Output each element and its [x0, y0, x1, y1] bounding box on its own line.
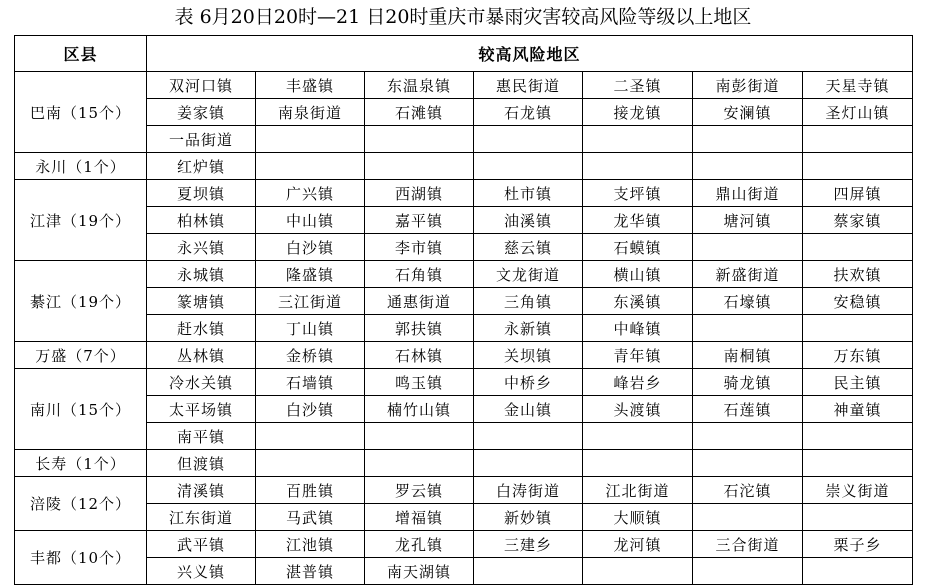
area-cell: [803, 423, 913, 450]
area-cell: [803, 126, 913, 153]
table-body: [15, 36, 913, 585]
area-cell: 崇义街道: [803, 477, 913, 504]
area-cell: 骑龙镇: [693, 369, 803, 396]
area-cell: 文龙街道: [474, 261, 583, 288]
area-cell: 慈云镇: [474, 234, 583, 261]
area-cell: 白涛街道: [474, 477, 583, 504]
table-title: 表 6月20日20时—21 日20时重庆市暴雨灾害较高风险等级以上地区: [174, 6, 752, 28]
area-cell: 清溪镇: [147, 477, 256, 504]
area-cell: [474, 153, 583, 180]
area-cell: 新盛街道: [693, 261, 803, 288]
table-row: [15, 450, 913, 477]
area-cell: 但渡镇: [147, 450, 256, 477]
area-cell: 圣灯山镇: [803, 99, 913, 126]
district-cell: 南川（15个）: [15, 369, 147, 450]
area-cell: 湛普镇: [256, 558, 365, 585]
district-cell: 万盛（7个）: [15, 342, 147, 369]
area-cell: 龙孔镇: [365, 531, 474, 558]
area-cell: [474, 558, 583, 585]
area-cell: 石沱镇: [693, 477, 803, 504]
area-cell: 安稳镇: [803, 288, 913, 315]
area-cell: 夏坝镇: [147, 180, 256, 207]
area-cell: 二圣镇: [583, 72, 693, 99]
table-row: [15, 153, 913, 180]
table-row: [15, 423, 913, 450]
area-cell: [583, 153, 693, 180]
area-cell: [583, 450, 693, 477]
area-cell: [803, 153, 913, 180]
table-row: [15, 207, 913, 234]
area-cell: 太平场镇: [147, 396, 256, 423]
table-row: [15, 477, 913, 504]
area-cell: [365, 126, 474, 153]
district-cell: 江津（19个）: [15, 180, 147, 261]
area-cell: [803, 450, 913, 477]
area-cell: 接龙镇: [583, 99, 693, 126]
area-cell: 一品街道: [147, 126, 256, 153]
table-row: [15, 234, 913, 261]
area-cell: 永新镇: [474, 315, 583, 342]
area-cell: 白沙镇: [256, 234, 365, 261]
area-cell: 增福镇: [365, 504, 474, 531]
table-row: [15, 369, 913, 396]
area-cell: 永城镇: [147, 261, 256, 288]
area-cell: 三角镇: [474, 288, 583, 315]
area-cell: 金桥镇: [256, 342, 365, 369]
area-cell: 石滩镇: [365, 99, 474, 126]
area-cell: 江东街道: [147, 504, 256, 531]
area-cell: [803, 558, 913, 585]
header-row: [15, 36, 913, 72]
area-cell: [583, 423, 693, 450]
area-cell: 万东镇: [803, 342, 913, 369]
area-cell: 江北街道: [583, 477, 693, 504]
area-cell: [803, 504, 913, 531]
table-row: [15, 180, 913, 207]
area-cell: 丛林镇: [147, 342, 256, 369]
area-cell: [365, 153, 474, 180]
area-cell: 冷水关镇: [147, 369, 256, 396]
area-cell: 南桐镇: [693, 342, 803, 369]
area-cell: 东温泉镇: [365, 72, 474, 99]
area-cell: 红炉镇: [147, 153, 256, 180]
area-cell: 百胜镇: [256, 477, 365, 504]
area-cell: [256, 450, 365, 477]
area-cell: 南泉街道: [256, 99, 365, 126]
area-cell: [256, 423, 365, 450]
area-cell: 楠竹山镇: [365, 396, 474, 423]
area-cell: 新妙镇: [474, 504, 583, 531]
district-cell: 綦江（19个）: [15, 261, 147, 342]
area-cell: 石角镇: [365, 261, 474, 288]
area-cell: 南平镇: [147, 423, 256, 450]
table-row: [15, 315, 913, 342]
area-cell: 丰盛镇: [256, 72, 365, 99]
area-cell: 支坪镇: [583, 180, 693, 207]
area-cell: [803, 315, 913, 342]
table-row: [15, 261, 913, 288]
area-cell: 油溪镇: [474, 207, 583, 234]
area-cell: 赶水镇: [147, 315, 256, 342]
header-areas: 较高风险地区: [147, 36, 913, 72]
area-cell: 蔡家镇: [803, 207, 913, 234]
table-row: [15, 126, 913, 153]
area-cell: 扶欢镇: [803, 261, 913, 288]
area-cell: 兴义镇: [147, 558, 256, 585]
area-cell: 石龙镇: [474, 99, 583, 126]
area-cell: 中桥乡: [474, 369, 583, 396]
area-cell: 关坝镇: [474, 342, 583, 369]
area-cell: 头渡镇: [583, 396, 693, 423]
area-cell: 金山镇: [474, 396, 583, 423]
area-cell: 鸣玉镇: [365, 369, 474, 396]
area-cell: [256, 153, 365, 180]
district-cell: 长寿（1个）: [15, 450, 147, 477]
table-row: [15, 558, 913, 585]
area-cell: 三江街道: [256, 288, 365, 315]
area-cell: 杜市镇: [474, 180, 583, 207]
area-cell: 李市镇: [365, 234, 474, 261]
area-cell: 东溪镇: [583, 288, 693, 315]
area-cell: 三建乡: [474, 531, 583, 558]
table-row: [15, 342, 913, 369]
area-cell: [474, 423, 583, 450]
area-cell: [693, 315, 803, 342]
area-cell: 中山镇: [256, 207, 365, 234]
area-cell: 嘉平镇: [365, 207, 474, 234]
area-cell: 丁山镇: [256, 315, 365, 342]
area-cell: 石墙镇: [256, 369, 365, 396]
area-cell: 龙河镇: [583, 531, 693, 558]
area-cell: 青年镇: [583, 342, 693, 369]
area-cell: [693, 153, 803, 180]
area-cell: 天星寺镇: [803, 72, 913, 99]
area-cell: [474, 126, 583, 153]
area-cell: 安澜镇: [693, 99, 803, 126]
area-cell: 罗云镇: [365, 477, 474, 504]
area-cell: 永兴镇: [147, 234, 256, 261]
area-cell: [583, 126, 693, 153]
area-cell: [693, 234, 803, 261]
area-cell: 石蟆镇: [583, 234, 693, 261]
area-cell: 西湖镇: [365, 180, 474, 207]
table-row: [15, 396, 913, 423]
area-cell: 峰岩乡: [583, 369, 693, 396]
area-cell: 龙华镇: [583, 207, 693, 234]
area-cell: [803, 234, 913, 261]
area-cell: [256, 126, 365, 153]
header-district: 区县: [15, 36, 147, 72]
area-cell: [693, 558, 803, 585]
area-cell: 鼎山街道: [693, 180, 803, 207]
area-cell: [365, 450, 474, 477]
area-cell: 中峰镇: [583, 315, 693, 342]
area-cell: 三合街道: [693, 531, 803, 558]
area-cell: 神童镇: [803, 396, 913, 423]
area-cell: 南天湖镇: [365, 558, 474, 585]
area-cell: 武平镇: [147, 531, 256, 558]
area-cell: 双河口镇: [147, 72, 256, 99]
area-cell: 石林镇: [365, 342, 474, 369]
risk-table: [14, 35, 913, 585]
area-cell: [693, 126, 803, 153]
district-cell: 丰都（10个）: [15, 531, 147, 585]
area-cell: 民主镇: [803, 369, 913, 396]
area-cell: 郭扶镇: [365, 315, 474, 342]
table-row: [15, 504, 913, 531]
area-cell: 惠民街道: [474, 72, 583, 99]
area-cell: [693, 504, 803, 531]
area-cell: [474, 450, 583, 477]
area-cell: 栗子乡: [803, 531, 913, 558]
area-cell: 石莲镇: [693, 396, 803, 423]
area-cell: 四屏镇: [803, 180, 913, 207]
area-cell: 塘河镇: [693, 207, 803, 234]
area-cell: 石壕镇: [693, 288, 803, 315]
area-cell: 横山镇: [583, 261, 693, 288]
table-row: [15, 72, 913, 99]
area-cell: 广兴镇: [256, 180, 365, 207]
area-cell: 柏林镇: [147, 207, 256, 234]
district-cell: 永川（1个）: [15, 153, 147, 180]
district-cell: 巴南（15个）: [15, 72, 147, 153]
area-cell: 篆塘镇: [147, 288, 256, 315]
area-cell: [583, 558, 693, 585]
area-cell: 江池镇: [256, 531, 365, 558]
area-cell: [365, 423, 474, 450]
area-cell: [693, 450, 803, 477]
table-row: [15, 288, 913, 315]
district-cell: 涪陵（12个）: [15, 477, 147, 531]
area-cell: 通惠街道: [365, 288, 474, 315]
area-cell: 姜家镇: [147, 99, 256, 126]
area-cell: 南彭街道: [693, 72, 803, 99]
area-cell: 大顺镇: [583, 504, 693, 531]
area-cell: 白沙镇: [256, 396, 365, 423]
table-row: [15, 531, 913, 558]
area-cell: 隆盛镇: [256, 261, 365, 288]
area-cell: [693, 423, 803, 450]
area-cell: 马武镇: [256, 504, 365, 531]
table-row: [15, 99, 913, 126]
